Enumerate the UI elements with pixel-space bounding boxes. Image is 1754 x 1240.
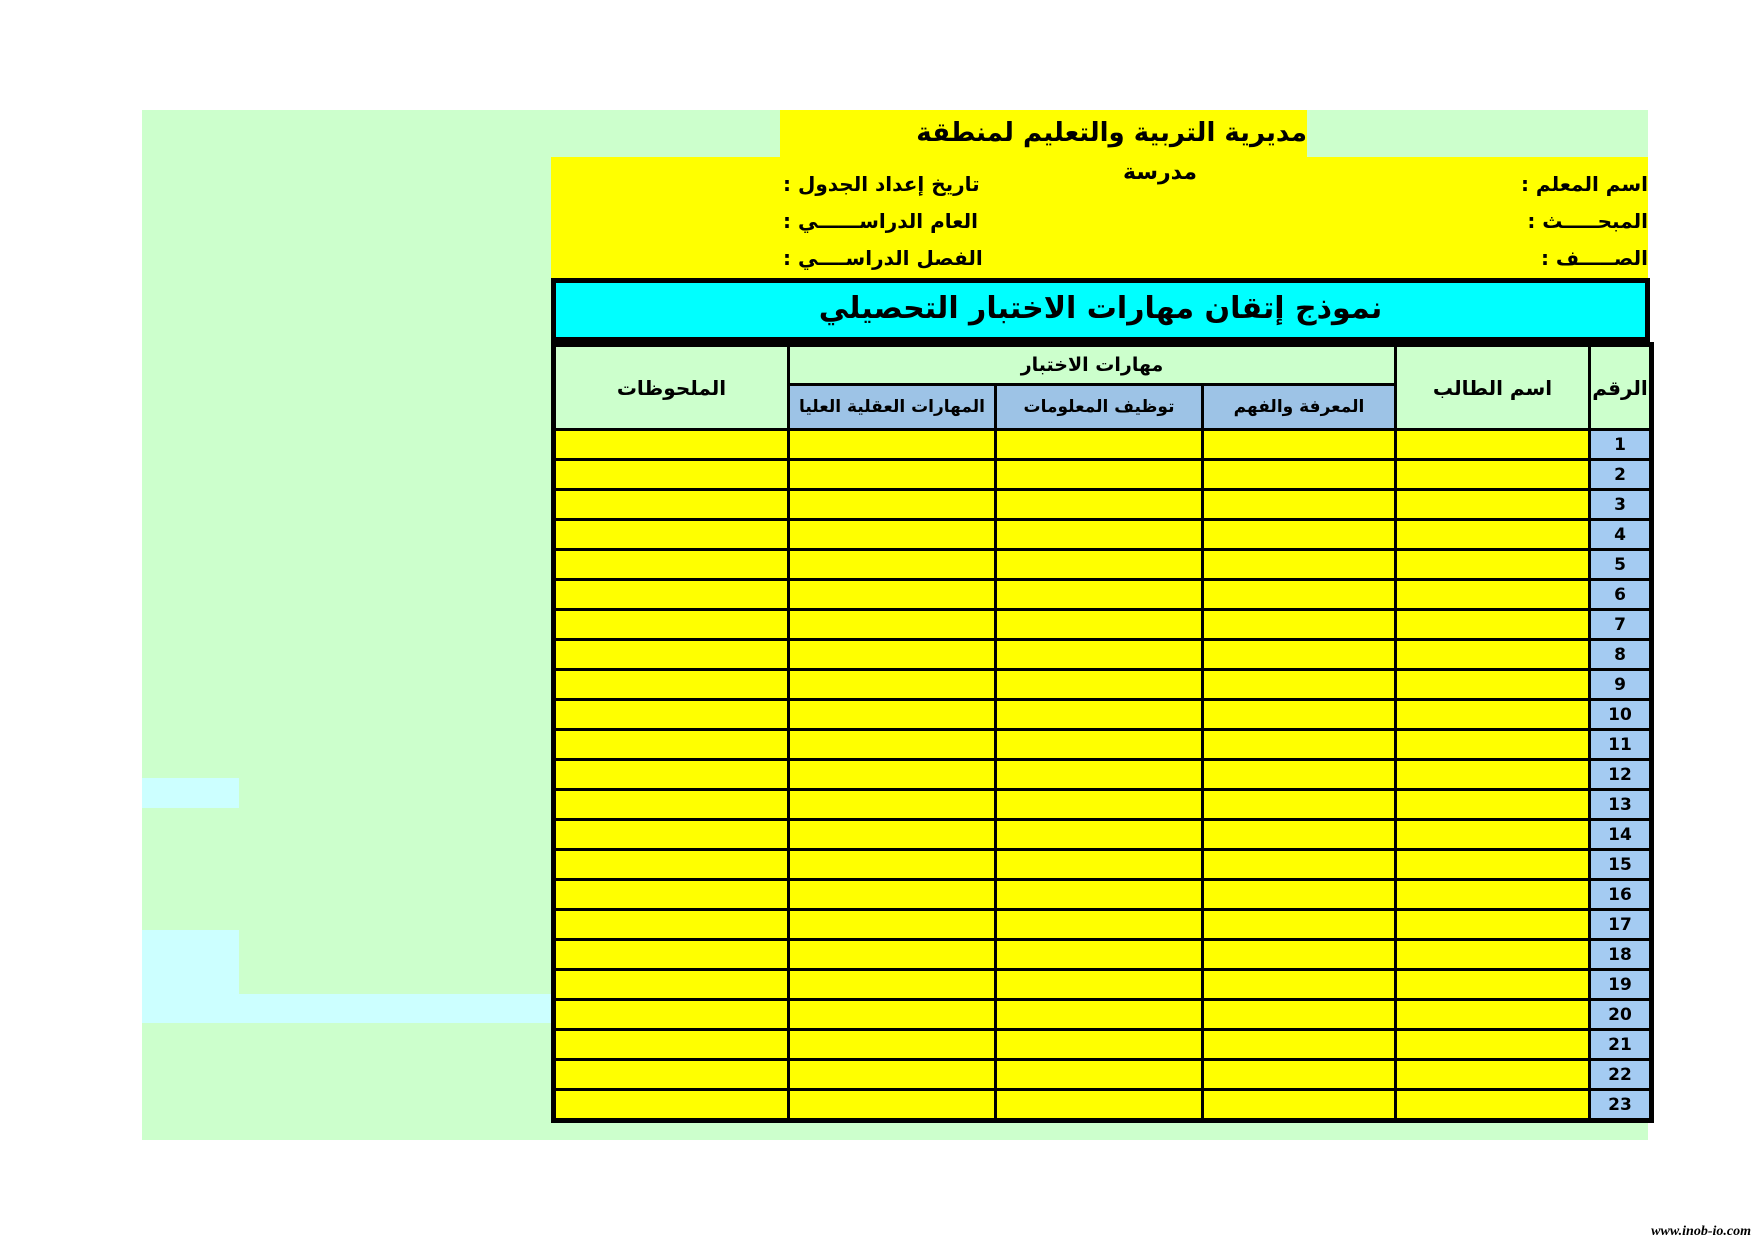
table-row — [554, 670, 1652, 700]
table-row — [554, 940, 1652, 970]
notes-cell[interactable] — [554, 640, 789, 670]
table-row — [554, 490, 1652, 520]
student-name-cell[interactable] — [1396, 880, 1590, 910]
table-row — [554, 640, 1652, 670]
table-row — [554, 880, 1652, 910]
knowledge-cell[interactable] — [1203, 970, 1396, 1000]
table-row — [554, 1030, 1652, 1060]
row-number-cell: 22 — [1590, 1060, 1652, 1090]
information-use-cell[interactable] — [996, 970, 1203, 1000]
notes-cell[interactable] — [554, 880, 789, 910]
row-number-cell: 9 — [1590, 670, 1652, 700]
table-row — [554, 580, 1652, 610]
row-number-cell: 18 — [1590, 940, 1652, 970]
watermark-url: www.inob-io.com — [1651, 1224, 1751, 1239]
row-number-cell: 3 — [1590, 490, 1652, 520]
knowledge-cell[interactable] — [1203, 670, 1396, 700]
notes-cell[interactable] — [554, 610, 789, 640]
row-number-cell: 4 — [1590, 520, 1652, 550]
row-number-cell: 2 — [1590, 460, 1652, 490]
row-number-cell: 7 — [1590, 610, 1652, 640]
notes-cell[interactable] — [554, 1000, 789, 1030]
information-use-cell[interactable] — [996, 610, 1203, 640]
information-use-cell[interactable] — [996, 640, 1203, 670]
information-use-cell[interactable] — [996, 1060, 1203, 1090]
student-name-cell[interactable] — [1396, 490, 1590, 520]
row-number-cell: 12 — [1590, 760, 1652, 790]
information-use-cell[interactable] — [996, 1090, 1203, 1121]
knowledge-cell[interactable] — [1203, 640, 1396, 670]
academic-year-label: العام الدراســــــي : — [783, 209, 978, 233]
notes-cell[interactable] — [554, 700, 789, 730]
higher-skills-cell[interactable] — [789, 820, 996, 850]
higher-skills-cell[interactable] — [789, 580, 996, 610]
student-name-cell[interactable] — [1396, 610, 1590, 640]
table-row — [554, 790, 1652, 820]
row-number-cell: 1 — [1590, 430, 1652, 460]
student-name-cell[interactable] — [1396, 580, 1590, 610]
higher-skills-cell[interactable] — [789, 550, 996, 580]
test-skills-group-header: مهارات الاختبار — [789, 345, 1396, 385]
information-use-cell[interactable] — [996, 1030, 1203, 1060]
table-row — [554, 1090, 1652, 1121]
notes-cell[interactable] — [554, 1030, 789, 1060]
information-use-cell[interactable] — [996, 550, 1203, 580]
row-number-cell: 17 — [1590, 910, 1652, 940]
row-number-cell: 19 — [1590, 970, 1652, 1000]
higher-skills-subheader: المهارات العقلية العليا — [789, 385, 996, 430]
higher-skills-cell[interactable] — [789, 700, 996, 730]
table-header-row-1 — [554, 345, 1652, 385]
student-name-cell[interactable] — [1396, 790, 1590, 820]
knowledge-cell[interactable] — [1203, 1030, 1396, 1060]
table-row — [554, 700, 1652, 730]
higher-skills-cell[interactable] — [789, 1030, 996, 1060]
knowledge-cell[interactable] — [1203, 1000, 1396, 1030]
number-column-header: الرقم — [1590, 345, 1652, 430]
information-use-cell[interactable] — [996, 520, 1203, 550]
higher-skills-cell[interactable] — [789, 1000, 996, 1030]
table-row — [554, 520, 1652, 550]
student-name-cell[interactable] — [1396, 760, 1590, 790]
knowledge-cell[interactable] — [1203, 730, 1396, 760]
information-use-cell[interactable] — [996, 580, 1203, 610]
higher-skills-cell[interactable] — [789, 1060, 996, 1090]
table-row — [554, 910, 1652, 940]
row-number-cell: 5 — [1590, 550, 1652, 580]
knowledge-cell[interactable] — [1203, 910, 1396, 940]
notes-cell[interactable] — [554, 1090, 789, 1121]
student-name-cell[interactable] — [1396, 970, 1590, 1000]
higher-skills-cell[interactable] — [789, 910, 996, 940]
higher-skills-cell[interactable] — [789, 610, 996, 640]
table-row — [554, 850, 1652, 880]
student-name-cell[interactable] — [1396, 1000, 1590, 1030]
table-row — [554, 760, 1652, 790]
knowledge-cell[interactable] — [1203, 610, 1396, 640]
row-number-cell: 6 — [1590, 580, 1652, 610]
semester-label: الفصل الدراســــي : — [783, 246, 983, 270]
higher-skills-cell[interactable] — [789, 1090, 996, 1121]
notes-cell[interactable] — [554, 460, 789, 490]
higher-skills-cell[interactable] — [789, 640, 996, 670]
higher-skills-cell[interactable] — [789, 490, 996, 520]
student-name-cell[interactable] — [1396, 670, 1590, 700]
table-row — [554, 1000, 1652, 1030]
student-name-cell[interactable] — [1396, 430, 1590, 460]
higher-skills-cell[interactable] — [789, 730, 996, 760]
student-name-cell[interactable] — [1396, 1060, 1590, 1090]
student-name-cell[interactable] — [1396, 940, 1590, 970]
higher-skills-cell[interactable] — [789, 880, 996, 910]
information-use-cell[interactable] — [996, 490, 1203, 520]
background-cyan-patch — [239, 994, 554, 1023]
information-use-cell[interactable] — [996, 850, 1203, 880]
notes-column-header: الملحوظات — [554, 345, 789, 430]
notes-cell[interactable] — [554, 970, 789, 1000]
table-row — [554, 970, 1652, 1000]
information-use-cell[interactable] — [996, 910, 1203, 940]
directorate-title: مديرية التربية والتعليم لمنطقة — [780, 110, 1307, 157]
skills-table — [551, 342, 1654, 1123]
information-use-cell[interactable] — [996, 670, 1203, 700]
notes-cell[interactable] — [554, 580, 789, 610]
higher-skills-cell[interactable] — [789, 850, 996, 880]
information-use-cell[interactable] — [996, 940, 1203, 970]
notes-cell[interactable] — [554, 850, 789, 880]
information-use-subheader: توظيف المعلومات — [996, 385, 1203, 430]
information-use-cell[interactable] — [996, 880, 1203, 910]
higher-skills-cell[interactable] — [789, 970, 996, 1000]
knowledge-cell[interactable] — [1203, 760, 1396, 790]
student-name-cell[interactable] — [1396, 820, 1590, 850]
student-name-cell[interactable] — [1396, 700, 1590, 730]
information-use-cell[interactable] — [996, 820, 1203, 850]
knowledge-cell[interactable] — [1203, 940, 1396, 970]
background-cyan-patch — [142, 778, 239, 808]
notes-cell[interactable] — [554, 550, 789, 580]
knowledge-cell[interactable] — [1203, 460, 1396, 490]
background-cyan-patch — [142, 930, 239, 1023]
knowledge-cell[interactable] — [1203, 580, 1396, 610]
row-number-cell: 13 — [1590, 790, 1652, 820]
row-number-cell: 23 — [1590, 1090, 1652, 1121]
higher-skills-cell[interactable] — [789, 670, 996, 700]
table-date-label: تاريخ إعداد الجدول : — [783, 172, 980, 196]
row-number-cell: 8 — [1590, 640, 1652, 670]
notes-cell[interactable] — [554, 670, 789, 700]
information-use-cell[interactable] — [996, 1000, 1203, 1030]
knowledge-cell[interactable] — [1203, 520, 1396, 550]
student-name-cell[interactable] — [1396, 730, 1590, 760]
row-number-cell: 20 — [1590, 1000, 1652, 1030]
table-row — [554, 430, 1652, 460]
notes-cell[interactable] — [554, 730, 789, 760]
higher-skills-cell[interactable] — [789, 460, 996, 490]
row-number-cell: 16 — [1590, 880, 1652, 910]
information-use-cell[interactable] — [996, 760, 1203, 790]
table-row — [554, 610, 1652, 640]
student-name-cell[interactable] — [1396, 550, 1590, 580]
higher-skills-cell[interactable] — [789, 760, 996, 790]
right-field-labels — [1400, 166, 1648, 277]
student-name-cell[interactable] — [1396, 850, 1590, 880]
table-row — [554, 460, 1652, 490]
knowledge-cell[interactable] — [1203, 490, 1396, 520]
knowledge-cell[interactable] — [1203, 790, 1396, 820]
form-title-banner: نموذج إتقان مهارات الاختبار التحصيلي — [551, 278, 1650, 342]
information-use-cell[interactable] — [996, 430, 1203, 460]
notes-cell[interactable] — [554, 520, 789, 550]
higher-skills-cell[interactable] — [789, 790, 996, 820]
higher-skills-cell[interactable] — [789, 430, 996, 460]
student-name-cell[interactable] — [1396, 1090, 1590, 1121]
information-use-cell[interactable] — [996, 460, 1203, 490]
row-number-cell: 21 — [1590, 1030, 1652, 1060]
teacher-name-label: اسم المعلم : — [1520, 172, 1648, 196]
row-number-cell: 10 — [1590, 700, 1652, 730]
student-name-cell[interactable] — [1396, 640, 1590, 670]
knowledge-subheader: المعرفة والفهم — [1203, 385, 1396, 430]
class-label: الصـــــف : — [1540, 246, 1648, 270]
knowledge-cell[interactable] — [1203, 550, 1396, 580]
knowledge-cell[interactable] — [1203, 880, 1396, 910]
notes-cell[interactable] — [554, 790, 789, 820]
information-use-cell[interactable] — [996, 790, 1203, 820]
student-name-cell[interactable] — [1396, 520, 1590, 550]
knowledge-cell[interactable] — [1203, 700, 1396, 730]
information-use-cell[interactable] — [996, 730, 1203, 760]
notes-cell[interactable] — [554, 490, 789, 520]
student-name-cell[interactable] — [1396, 1030, 1590, 1060]
table-body — [554, 430, 1652, 1121]
left-field-labels — [783, 166, 1035, 277]
student-name-cell[interactable] — [1396, 460, 1590, 490]
knowledge-cell[interactable] — [1203, 820, 1396, 850]
row-number-cell: 14 — [1590, 820, 1652, 850]
higher-skills-cell[interactable] — [789, 520, 996, 550]
table-row — [554, 730, 1652, 760]
knowledge-cell[interactable] — [1203, 430, 1396, 460]
notes-cell[interactable] — [554, 910, 789, 940]
information-use-cell[interactable] — [996, 700, 1203, 730]
knowledge-cell[interactable] — [1203, 850, 1396, 880]
notes-cell[interactable] — [554, 820, 789, 850]
table-row — [554, 550, 1652, 580]
student-name-column-header: اسم الطالب — [1396, 345, 1590, 430]
row-number-cell: 15 — [1590, 850, 1652, 880]
table-row — [554, 820, 1652, 850]
notes-cell[interactable] — [554, 1060, 789, 1090]
knowledge-cell[interactable] — [1203, 1060, 1396, 1090]
student-name-cell[interactable] — [1396, 910, 1590, 940]
school-label: مدرسة — [1123, 160, 1197, 185]
row-number-cell: 11 — [1590, 730, 1652, 760]
knowledge-cell[interactable] — [1203, 1090, 1396, 1121]
table-row — [554, 1060, 1652, 1090]
subject-label: المبحـــــث : — [1527, 209, 1648, 233]
notes-cell[interactable] — [554, 760, 789, 790]
higher-skills-cell[interactable] — [789, 940, 996, 970]
notes-cell[interactable] — [554, 940, 789, 970]
notes-cell[interactable] — [554, 430, 789, 460]
